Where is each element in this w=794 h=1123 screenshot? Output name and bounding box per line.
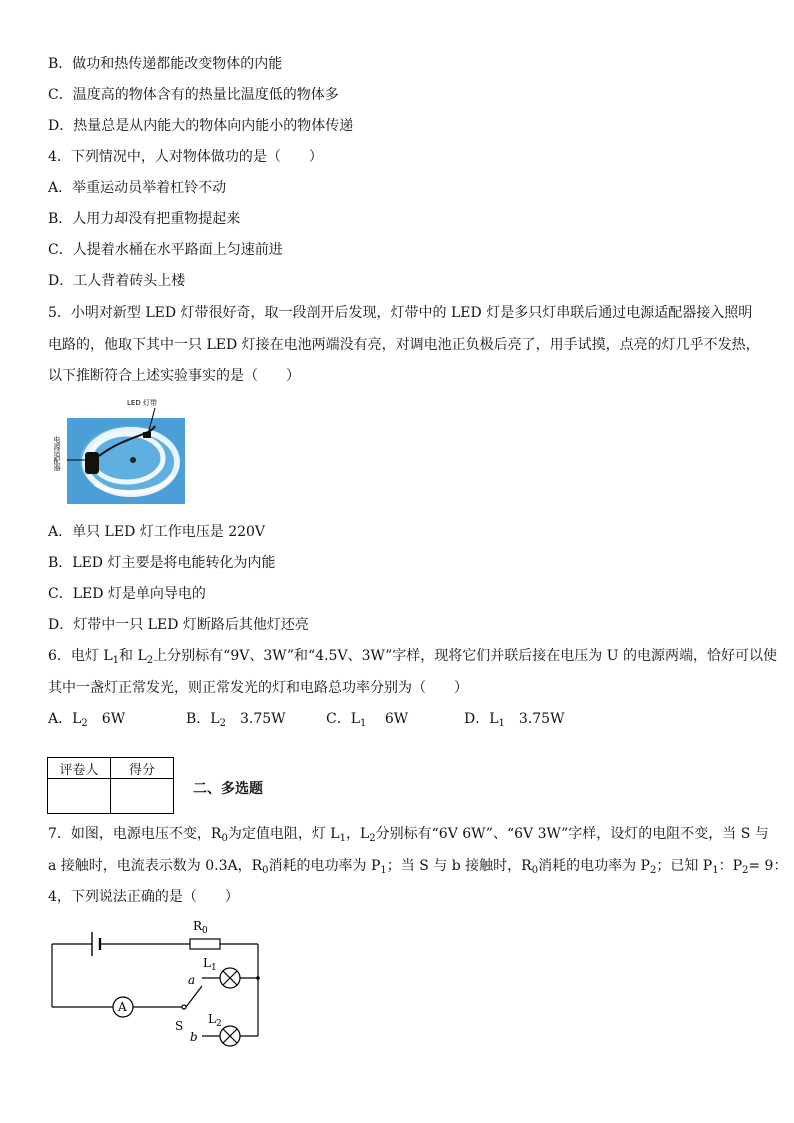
led-strip-photo: [55, 396, 185, 504]
photo-label-adapter: 电源适配器: [53, 436, 61, 471]
q5-option-a: A．单只 LED 灯工作电压是 220V: [48, 524, 266, 540]
score-table: [47, 757, 174, 814]
q3-option-c: C．温度高的物体含有的热量比温度低的物体多: [48, 87, 339, 103]
q7-stem-line3: 4，下列说法正确的是（ ）: [48, 889, 239, 905]
q5-option-d: D．灯带中一只 LED 灯断路后其他灯还亮: [48, 617, 309, 633]
label-s: S: [175, 1019, 184, 1033]
q3-option-d: D．热量总是从内能大的物体向内能小的物体传递: [48, 118, 354, 134]
q5-option-c: C．LED 灯是单向导电的: [48, 586, 206, 602]
score-table-reviewer-header: 评卷人: [48, 758, 111, 779]
q6-option-a: A．$L_2$ 6W: [48, 711, 126, 729]
q3-option-b: B．做功和热传递都能改变物体的内能: [48, 56, 283, 72]
q6-stem-line1: 6．电灯 $L_1$和 $L_2$上分别标有“9V、3W”和“4.5V、3W”字样，现将它们并联后接在电压为 U 的电源两端，恰好可以使: [48, 648, 777, 666]
label-b: b: [190, 1030, 198, 1044]
q5-stem-line1: 5．小明对新型 LED 灯带很好奇，取一段剖开后发现，灯带中的 LED 灯是多只灯串联后通过电源适配器接入照明: [48, 305, 753, 321]
score-table-reviewer-cell: [48, 779, 111, 814]
q6-stem-line2: 其中一盏灯正常发光，则正常发光的灯和电路总功率分别为（ ）: [48, 680, 468, 696]
q7-stem-line1: 7．如图，电源电压不变，$R_0$为定值电阻，灯 $L_1$，$L_2$分别标有“6V 6W”、“6V 3W”字样，设灯的电阻不变，当 S 与: [48, 826, 769, 844]
circuit-diagram: [40, 912, 280, 1060]
q4-option-b: B．人用力却没有把重物提起来: [48, 211, 241, 227]
q6-option-c: C．$L_1$ 6W: [326, 711, 409, 729]
photo-label-led-strip: LED 灯带: [127, 399, 157, 407]
q5-stem-line2: 电路的，他取下其中一只 LED 灯接在电池两端没有亮，对调电池正负极后亮了，用手试摸，点亮的灯几乎不发热，: [48, 337, 760, 353]
q4-option-c: C．人提着水桶在水平路面上匀速前进: [48, 242, 283, 258]
q4-stem: 4．下列情况中，人对物体做功的是（ ）: [48, 149, 323, 165]
label-r0: $R_0$: [193, 919, 208, 936]
section-title: 二、多选题: [193, 781, 263, 797]
score-table-score-cell: [111, 779, 174, 814]
q6-options: [48, 709, 564, 734]
q5-option-b: B．LED 灯主要是将电能转化为内能: [48, 555, 276, 571]
label-l1: $L_1$: [203, 956, 217, 973]
ammeter-icon: A: [118, 1000, 127, 1014]
q4-option-a: A．举重运动员举着杠铃不动: [48, 180, 227, 196]
q5-stem-line3: 以下推断符合上述实验事实的是（ ）: [48, 368, 300, 384]
label-l2: $L_2$: [208, 1012, 222, 1029]
label-a: a: [188, 973, 196, 987]
score-table-score-header: 得分: [111, 758, 174, 779]
q6-option-d: D．$L_1$ 3.75W: [464, 711, 565, 729]
q6-option-b: B．$L_2$ 3.75W: [186, 711, 286, 729]
q7-stem-line2: a 接触时，电流表示数为 0.3A，$R_0$消耗的电功率为 $P_1$；当 S 与 b 接触时，$R_0$消耗的电功率为 $P_2$；已知 $P_1$：$P_2= 9$：: [48, 858, 788, 876]
q4-option-d: D．工人背着砖头上楼: [48, 273, 186, 289]
